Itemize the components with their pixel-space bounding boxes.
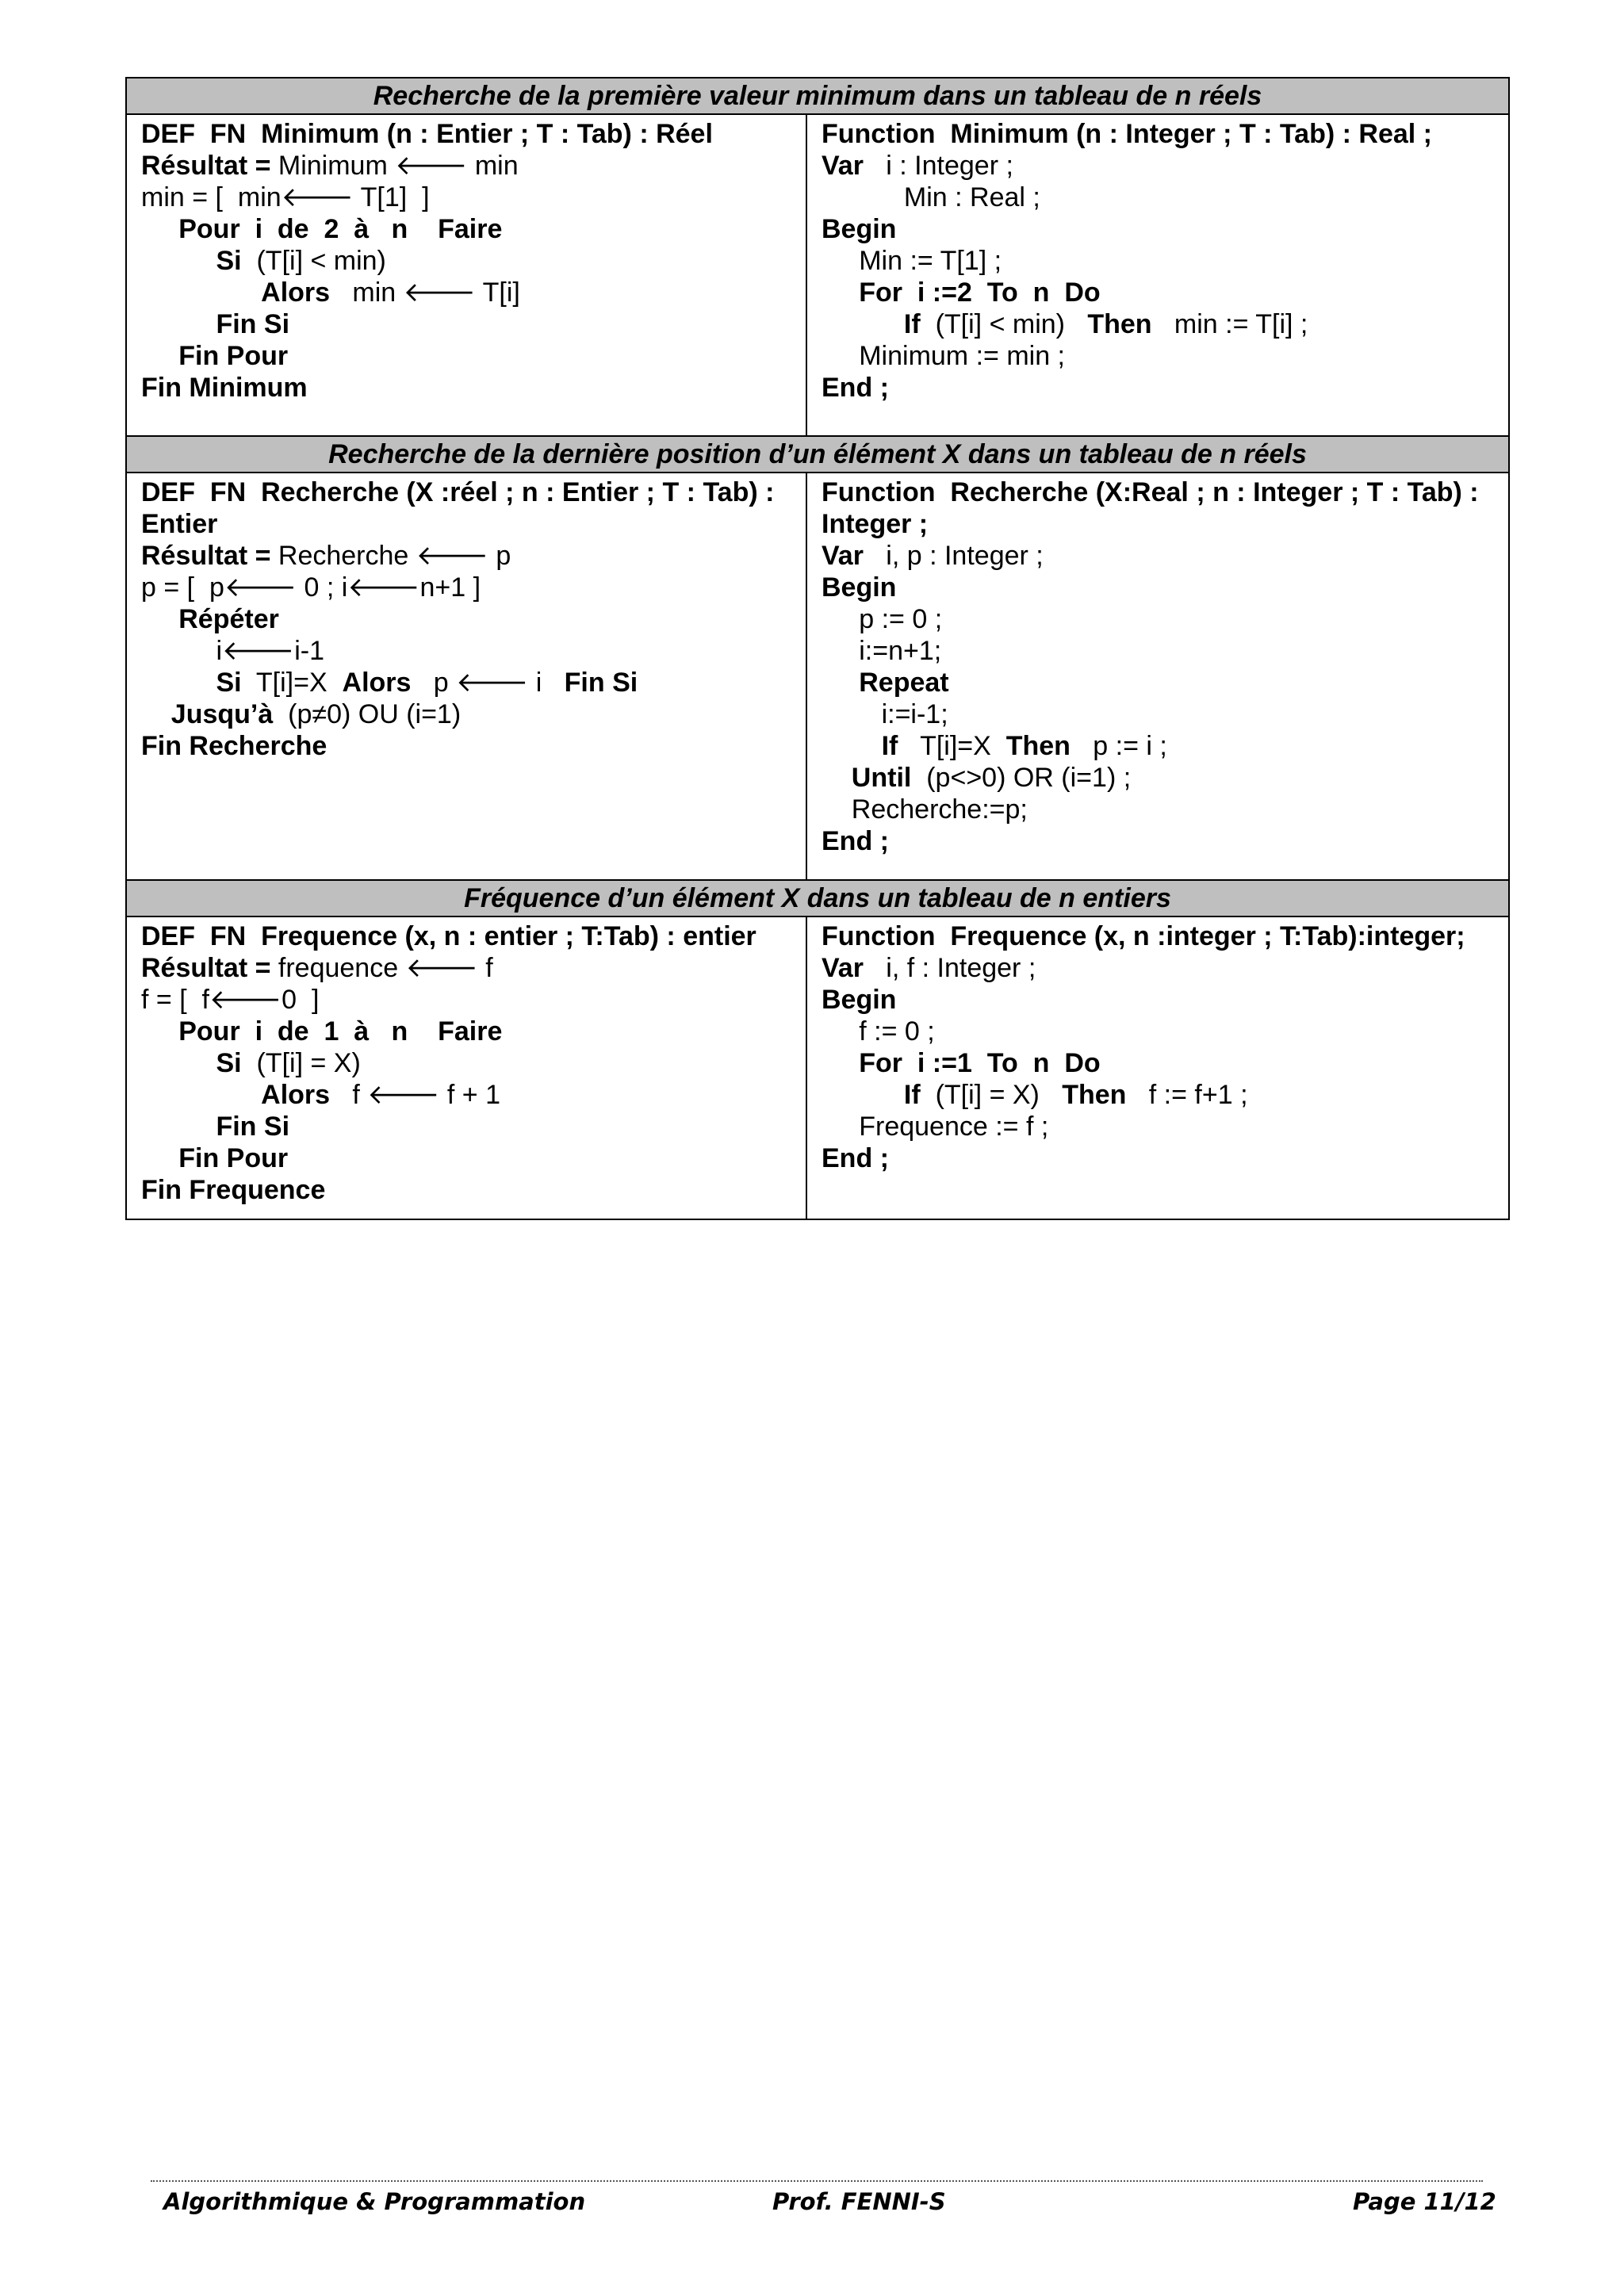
code-keyword: Function Minimum (n : Integer ; T : Tab) : Real ; (822, 119, 1432, 149)
code-keyword: Si (216, 1048, 242, 1078)
code-line (141, 603, 793, 635)
code-line (822, 698, 1496, 730)
section-header-recherche (126, 436, 1509, 473)
code-line (141, 984, 793, 1016)
code-keyword: Then (1005, 731, 1071, 761)
code-line (141, 213, 793, 245)
code-keyword: Résultat = (141, 953, 271, 983)
footer-course: Algorithmique & Programmation (163, 2188, 586, 2215)
code-text (141, 246, 216, 276)
footer-author: Prof. FENNI-S (772, 2188, 946, 2215)
code-keyword: Begin (822, 985, 897, 1015)
algo-cell (126, 473, 806, 880)
code-line (141, 372, 793, 404)
code-text: T[i]=X (241, 668, 343, 698)
code-text: i : Integer ; (863, 151, 1013, 181)
code-line (141, 1174, 793, 1206)
code-line (141, 182, 793, 213)
algo-cell (126, 916, 806, 1219)
section-header-minimum (126, 78, 1509, 114)
code-line (141, 698, 793, 730)
code-keyword: If (903, 309, 921, 339)
code-keyword: Fin Pour (178, 341, 289, 371)
code-line (822, 762, 1496, 794)
footer-divider (151, 2180, 1483, 2182)
code-text: p 🡐 i (411, 668, 565, 698)
code-keyword: Alors (261, 277, 331, 308)
code-keyword: DEF FN Minimum (n : Entier ; T : Tab) : Réel (141, 119, 713, 149)
pascal-cell (806, 916, 1509, 1219)
code-text (141, 668, 216, 698)
code-line (141, 920, 793, 952)
code-line (141, 118, 793, 150)
code-keyword: Résultat = (141, 151, 271, 181)
pascal-cell (806, 114, 1509, 436)
code-line (141, 150, 793, 182)
code-line (141, 730, 793, 762)
code-keyword: Fin Frequence (141, 1175, 326, 1205)
code-line (822, 540, 1496, 572)
code-keyword: Entier (141, 509, 218, 539)
code-line (822, 308, 1496, 340)
code-keyword: Until (851, 763, 912, 793)
code-line (141, 540, 793, 572)
code-text: p = [ p🡐 0 ; i🡐n+1 ] (141, 572, 481, 603)
code-line (822, 150, 1496, 182)
code-keyword: For i :=1 To n Do (859, 1048, 1101, 1078)
code-keyword: Jusqu’à (170, 699, 274, 729)
code-line (822, 1016, 1496, 1047)
code-text (141, 604, 178, 634)
code-text: f = [ f🡐0 ] (141, 985, 320, 1015)
code-text (141, 1112, 216, 1142)
code-text: f := f+1 ; (1126, 1080, 1248, 1110)
code-line (822, 730, 1496, 762)
code-line (822, 984, 1496, 1016)
code-line (822, 213, 1496, 245)
code-line (822, 340, 1496, 372)
code-text: min := T[i] ; (1151, 309, 1308, 339)
code-line (822, 952, 1496, 984)
code-keyword: Alors (261, 1080, 331, 1110)
code-keyword: DEF FN Recherche (X :réel ; n : Entier ; T : Tab) : (141, 477, 775, 507)
code-text: Minimum 🡐 min (270, 151, 519, 181)
code-keyword: Var (822, 151, 864, 181)
code-text (141, 699, 171, 729)
code-keyword: DEF FN Frequence (x, n : entier ; T:Tab) : entier (141, 921, 756, 951)
code-line (141, 245, 793, 277)
code-keyword: Then (1087, 309, 1152, 339)
code-text: f := 0 ; (822, 1016, 935, 1047)
code-keyword: Répéter (178, 604, 279, 634)
section-title: Fréquence d’un élément X dans un tableau de n entiers (126, 880, 1509, 916)
code-text: i:=n+1; (822, 636, 942, 666)
code-text (822, 731, 882, 761)
code-text: Recherche 🡐 p (270, 541, 511, 571)
code-keyword: Integer ; (822, 509, 929, 539)
code-line (141, 508, 793, 540)
code-line (141, 277, 793, 308)
code-keyword: If (881, 731, 898, 761)
code-text: f 🡐 f + 1 (330, 1080, 501, 1110)
code-keyword: Var (822, 953, 864, 983)
code-keyword: Fin Si (216, 1112, 290, 1142)
code-line (822, 1142, 1496, 1174)
code-text (822, 1048, 859, 1078)
code-line (822, 118, 1496, 150)
code-line (141, 476, 793, 508)
code-text: i🡐i-1 (141, 636, 324, 666)
code-keyword: Fin Minimum (141, 373, 308, 403)
code-keyword: Begin (822, 572, 897, 603)
code-line (141, 340, 793, 372)
code-line (822, 572, 1496, 603)
code-line (822, 182, 1496, 213)
section-body-frequence (126, 916, 1509, 1219)
code-text (822, 1080, 904, 1110)
code-line (822, 277, 1496, 308)
code-line (141, 1079, 793, 1111)
code-text: p := 0 ; (822, 604, 943, 634)
code-text: Recherche:=p; (822, 794, 1028, 825)
code-keyword: Pour i de 1 à n Faire (178, 1016, 503, 1047)
code-keyword: Pour i de 2 à n Faire (178, 214, 503, 244)
algo-cell (126, 114, 806, 436)
code-line (822, 372, 1496, 404)
code-line (822, 920, 1496, 952)
code-text: (p≠0) OU (i=1) (273, 699, 462, 729)
code-keyword: Function Recherche (X:Real ; n : Integer ; T : Tab) : (822, 477, 1479, 507)
code-line (141, 1111, 793, 1142)
code-line (822, 245, 1496, 277)
code-keyword: Si (216, 668, 242, 698)
code-text (141, 1048, 216, 1078)
code-text (141, 1143, 178, 1173)
code-line (141, 667, 793, 698)
code-text: Frequence := f ; (822, 1112, 1049, 1142)
code-keyword: For i :=2 To n Do (859, 277, 1101, 308)
code-line (822, 476, 1496, 508)
code-keyword: End ; (822, 1143, 889, 1173)
code-line (822, 508, 1496, 540)
code-line (141, 1142, 793, 1174)
code-line (141, 1047, 793, 1079)
algorithms-table (125, 77, 1510, 1220)
code-line (822, 635, 1496, 667)
code-line (141, 572, 793, 603)
code-text (822, 277, 859, 308)
code-text: min = [ min🡐 T[1] ] (141, 182, 430, 212)
section-body-minimum (126, 114, 1509, 436)
code-keyword: End ; (822, 826, 889, 856)
code-text (141, 1080, 261, 1110)
code-text (141, 309, 216, 339)
code-keyword: End ; (822, 373, 889, 403)
code-text (141, 341, 178, 371)
code-line (822, 825, 1496, 857)
code-text (822, 763, 852, 793)
code-keyword: Fin Si (564, 668, 638, 698)
code-line (822, 1111, 1496, 1142)
code-text: Min : Real ; (822, 182, 1040, 212)
code-keyword: Begin (822, 214, 897, 244)
code-keyword: Fin Recherche (141, 731, 327, 761)
code-text: p := i ; (1070, 731, 1167, 761)
code-line (141, 635, 793, 667)
code-keyword: Then (1062, 1080, 1127, 1110)
code-text: i, f : Integer ; (863, 953, 1036, 983)
section-header-frequence (126, 880, 1509, 916)
code-line (822, 603, 1496, 635)
code-line (822, 1047, 1496, 1079)
section-body-recherche (126, 473, 1509, 880)
code-text: (T[i] = X) (920, 1080, 1063, 1110)
code-keyword: Fin Si (216, 309, 290, 339)
code-keyword: If (903, 1080, 921, 1110)
code-line (141, 1016, 793, 1047)
code-text: i:=i-1; (822, 699, 948, 729)
code-keyword: Si (216, 246, 242, 276)
code-keyword: Function Frequence (x, n :integer ; T:Tab):integer; (822, 921, 1465, 951)
code-text (822, 309, 904, 339)
code-keyword: Résultat = (141, 541, 271, 571)
section-title: Recherche de la première valeur minimum dans un tableau de n réels (126, 78, 1509, 114)
code-text: T[i]=X (898, 731, 1006, 761)
code-keyword: Fin Pour (178, 1143, 289, 1173)
code-line (822, 1079, 1496, 1111)
code-text: min 🡐 T[i] (330, 277, 520, 308)
footer-page-number: Page 11/12 (1353, 2188, 1496, 2215)
code-line (141, 952, 793, 984)
code-text: frequence 🡐 f (270, 953, 493, 983)
code-text: Min := T[1] ; (822, 246, 1002, 276)
code-text: (T[i] < min) (920, 309, 1088, 339)
code-text (141, 277, 261, 308)
code-text: (T[i] = X) (241, 1048, 361, 1078)
code-keyword: Alors (342, 668, 412, 698)
pascal-cell (806, 473, 1509, 880)
code-text (141, 214, 178, 244)
code-line (141, 308, 793, 340)
code-text: (p<>0) OR (i=1) ; (911, 763, 1132, 793)
code-line (822, 794, 1496, 825)
code-line (822, 667, 1496, 698)
code-text (822, 668, 859, 698)
code-text: (T[i] < min) (241, 246, 386, 276)
code-text: i, p : Integer ; (863, 541, 1044, 571)
code-keyword: Repeat (859, 668, 949, 698)
code-keyword: Var (822, 541, 864, 571)
code-text: Minimum := min ; (822, 341, 1065, 371)
code-text (141, 1016, 178, 1047)
section-title: Recherche de la dernière position d’un élément X dans un tableau de n réels (126, 436, 1509, 473)
